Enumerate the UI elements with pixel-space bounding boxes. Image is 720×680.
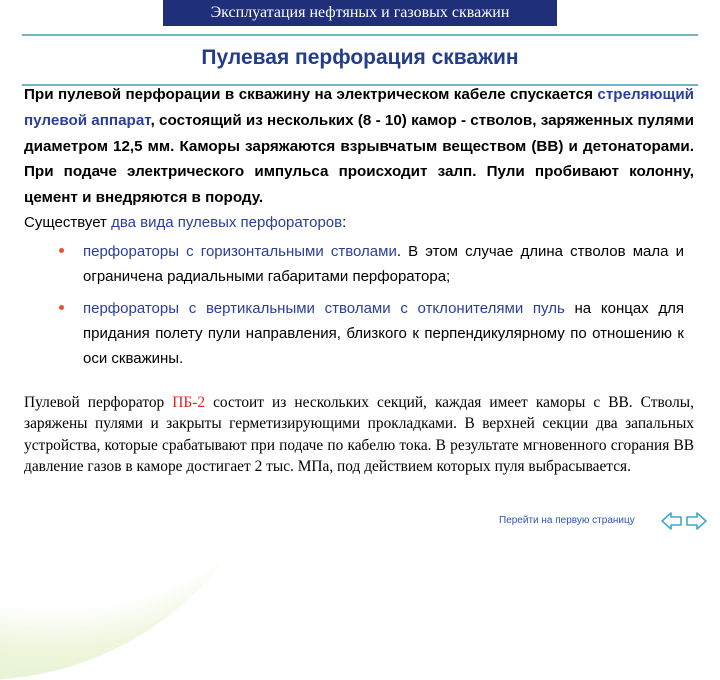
bullet-icon <box>59 248 64 253</box>
arrow-left-icon[interactable] <box>662 513 681 529</box>
bullet-text: . В этом случае длина стволов мала и ограничена радиальными габаритами перфоратора; <box>83 242 684 285</box>
first-page-link[interactable]: Перейти на первую страницу <box>499 515 635 526</box>
types-intro <box>24 211 694 235</box>
main-paragraph-highlight: стреляющий пулевой аппарат <box>24 86 694 129</box>
main-paragraph <box>24 82 694 211</box>
bullet-text: на концах для придания полету пули направления, близкого к перпендикулярному по отношению к оси скважины. <box>83 299 685 367</box>
list-item <box>24 239 694 289</box>
slide-content <box>24 82 694 478</box>
bullet-icon <box>59 305 64 310</box>
perforator-model: ПБ-2 <box>172 393 206 411</box>
header-text: Эксплуатация нефтяных и газовых скважин <box>210 4 510 21</box>
arrow-right-icon[interactable] <box>687 513 706 529</box>
bottom-paragraph-text-1: Пулевой перфоратор <box>24 393 173 411</box>
types-intro-highlight: два вида пулевых перфораторов <box>111 213 343 231</box>
perforator-types-list <box>24 239 694 371</box>
types-intro-suffix: : <box>342 213 347 231</box>
bottom-paragraph <box>24 392 694 478</box>
types-intro-prefix: Существует <box>24 213 112 231</box>
bullet-highlight: перфораторы с горизонтальными стволами <box>83 242 397 260</box>
page-title: Пулевая перфорация скважин <box>201 46 519 69</box>
main-paragraph-text-1: При пулевой перфорации в скважину на электрическом кабеле спускается <box>24 86 598 103</box>
header-bar <box>163 0 557 26</box>
bullet-highlight: перфораторы с вертикальными стволами с отклонителями пуль <box>83 299 565 317</box>
title-rule-top <box>22 34 698 36</box>
bottom-paragraph-text-2: состоит из нескольких секций, каждая имеет каморы с ВВ. Стволы, заряжены пулями и закрыты герметизирующими прокладками. В верхней секции два запальных устройства, которые срабатывают при подаче по кабелю тока. В результате мгновенного сгорания ВВ давление газов в каморе достигает 2 тыс. МПа, под действием которых пуля выбрасывается. <box>24 393 694 476</box>
nav-arrows <box>660 510 708 532</box>
main-paragraph-text-2: , состоящий из нескольких (8 - 10) камор - стволов, заряженных пулями диаметром 12,5 мм. Каморы заряжаются взрывчатым веществом (ВВ) и детонаторами. При подаче электрического импульса происходит залп. Пули пробивают колонну, цемент и внедряются в породу. <box>24 111 694 207</box>
list-item <box>24 296 694 371</box>
